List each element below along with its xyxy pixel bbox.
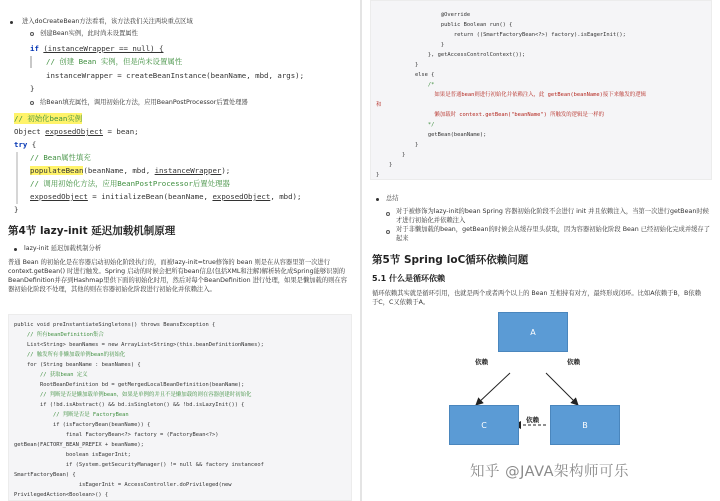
edge-label: 依赖: [567, 358, 580, 366]
code-line: SmartFactoryBean) {: [14, 472, 76, 478]
code-line: if (!bd.isAbstract() && bd.isSingleton() && !bd.isLazyInit()) {: [14, 402, 245, 408]
code-comment-highlighted: // 初始化bean实例: [14, 114, 83, 123]
code-block-lines: [376, 10, 646, 180]
code-line: [30, 43, 164, 54]
code-line: boolean isEagerInit;: [14, 452, 131, 458]
code-line: isEagerInit = AccessController.doPrivileged(new: [14, 482, 232, 488]
code-variable: exposedObject: [45, 127, 104, 136]
code-comment: // 所有beanDefinition集合: [14, 332, 104, 338]
summary-label: 总结: [386, 195, 399, 202]
circular-dependency-paragraph: 循环依赖其实就是循环引用，也就是两个或者两个以上的 Bean 互相持有对方，最终形成闭环。比如A依赖于B，B依赖于C，C又依赖于A。: [372, 290, 701, 306]
code-comment: */: [376, 122, 435, 128]
code-line: List<String> beanNames = new ArrayList<String>(this.beanDefinitionNames);: [14, 342, 264, 348]
code-line: instanceWrapper = createBeanInstance(beanName, mbd, args);: [46, 71, 305, 80]
code-line: getBean(FACTORY_BEAN_PREFIX + beanName);: [14, 442, 144, 448]
code-line: }, getAccessControlContext());: [376, 52, 526, 58]
subheading: 5.1 什么是循环依赖: [372, 274, 445, 283]
code-line: public void preInstantiateSingletons() throws BeansException {: [14, 322, 216, 328]
summary-item: 对于被修饰为lazy-init的bean Spring 容器初始化阶段不会进行 init 并且依赖注入，当第一次进行getBean时候才进行初始化并依赖注入: [396, 208, 709, 224]
code-line: PrivilegedAction<Boolean>() {: [14, 492, 109, 498]
code-variable: instanceWrapper: [154, 166, 222, 175]
code-highlighted-function: populateBean: [30, 166, 84, 175]
code-text: = initializeBean(beanName,: [87, 192, 213, 201]
code-comment: // Bean属性填充: [30, 153, 91, 162]
right-page: [362, 0, 720, 501]
code-text: (instanceWrapper == null) {: [43, 44, 164, 53]
code-line: }: [376, 142, 419, 148]
code-line: @Override: [376, 12, 471, 18]
code-line: }: [14, 205, 19, 214]
code-line: public Boolean run() {: [376, 22, 513, 28]
edge-label: 依赖: [526, 416, 539, 424]
code-comment: // 触发所有非懒加载单例bean的初始化: [14, 352, 126, 358]
section-heading: 第4节 lazy-init 延迟加载机制原理: [8, 225, 176, 237]
sub-bullet: [386, 212, 390, 216]
edge-label: 依赖: [475, 358, 488, 366]
code-text: Object: [14, 127, 46, 136]
sub-bullet: [30, 101, 34, 105]
sub-populate-text: 给Bean填充属性，调用初始化方法，应用BeanPostProcessor后置处理器: [40, 99, 248, 106]
code-text: );: [221, 166, 231, 175]
sub-bullet: [386, 230, 390, 234]
watermark: 知乎 @JAVA架构师可乐: [470, 464, 630, 480]
code-comment: // 判断是否是 FactoryBean: [14, 412, 129, 418]
code-line: [14, 126, 139, 137]
code-indent-guide: [16, 152, 18, 204]
code-line: [30, 165, 230, 176]
code-keyword: if: [30, 44, 39, 53]
code-line: }: [376, 162, 393, 168]
code-comment: // 判断是否是懒加载单例bean，如果是单例的并且不是懒加载的则在容器创建时初始化: [14, 392, 252, 398]
sub-create-instance-text: 创建Bean实例，此时尚未设置属性: [40, 30, 138, 37]
code-line: [30, 191, 301, 202]
code-variable: exposedObject: [212, 192, 271, 201]
code-line: }: [376, 172, 380, 178]
code-comment: /*: [376, 82, 435, 88]
section-heading: 第5节 Spring IoC循环依赖问题: [372, 254, 529, 266]
code-comment: // 创建 Bean 实例，但是尚未设置属性: [46, 57, 183, 66]
code-keyword: try: [14, 140, 28, 149]
bullet-process-text: 进入doCreateBean方法看看，该方法我们关注两块重点区域: [22, 18, 193, 25]
edge-a-to-c: [476, 373, 510, 405]
code-line: }: [376, 62, 419, 68]
code-comment: 如果是普通bean则进行初始化并依赖注入，此 getBean(beanName)接下来触发的逻辑: [376, 92, 646, 98]
code-line: else {: [376, 72, 435, 78]
code-text: , mbd);: [270, 192, 302, 201]
code-comment: 懒加载时 context.getBean("beanName") 所触发的逻辑是一样的: [376, 112, 605, 118]
code-text: (beanName, mbd,: [83, 166, 155, 175]
code-line: return ((SmartFactoryBean<?>) factory).isEagerInit();: [376, 32, 626, 38]
code-line: if (isFactoryBean(beanName)) {: [14, 422, 151, 428]
code-line: final FactoryBean<?> factory = (FactoryBean<?>): [14, 432, 219, 438]
lazy-init-paragraph: 普通 Bean 的初始化是在容器启动初始化阶段执行的，而被lazy-init=true修饰的 bean 则是在从容器里第一次进行context.getBean() 时进行触发。Spring 启动的时候会把所有bean信息(包括XML和注解)解析转化成Spring能够识别的BeanDefinition并存到Hashmap里供下面的初始化时用，然后对每个BeanDefinition 进行处理，如果是懒加载的则在容器初始化阶段不处理，其他的则在容器初始化阶段进行初始化并依赖注入。: [8, 259, 348, 293]
code-text: = bean;: [103, 127, 139, 136]
bullet-dot: [376, 198, 379, 201]
code-line: }: [30, 84, 35, 93]
summary-item: 对于非懒加载的bean，getBean的时候会从缓存里头获取，因为容器初始化阶段 Bean 已经初始化完成并缓存了起来: [396, 226, 711, 242]
diagram-node-c: C: [449, 405, 519, 445]
code-variable: exposedObject: [30, 192, 88, 201]
code-line: [14, 139, 36, 150]
code-block-lines: [14, 320, 264, 500]
bullet-dot: [10, 21, 13, 24]
diagram-node-a: A: [498, 312, 568, 352]
code-line: }: [376, 152, 406, 158]
code-comment: // 获取bean 定义: [14, 372, 88, 378]
code-line: }: [376, 42, 445, 48]
code-text: {: [27, 140, 37, 149]
sub-bullet: [30, 32, 34, 36]
code-comment: 和: [376, 102, 382, 108]
bullet-lazy-text: lazy-init 延迟加载机制分析: [24, 245, 102, 252]
code-line: if (System.getSecurityManager() != null && factory instanceof: [14, 462, 264, 468]
code-line: for (String beanName : beanNames) {: [14, 362, 141, 368]
bullet-dot: [14, 248, 17, 251]
edge-a-to-b: [546, 373, 578, 405]
diagram-node-b: B: [550, 405, 620, 445]
code-line: RootBeanDefinition bd = getMergedLocalBeanDefinition(beanName);: [14, 382, 245, 388]
code-line: getBean(beanName);: [376, 132, 487, 138]
code-comment: // 调用初始化方法，应用BeanPostProcessor后置处理器: [30, 179, 230, 188]
